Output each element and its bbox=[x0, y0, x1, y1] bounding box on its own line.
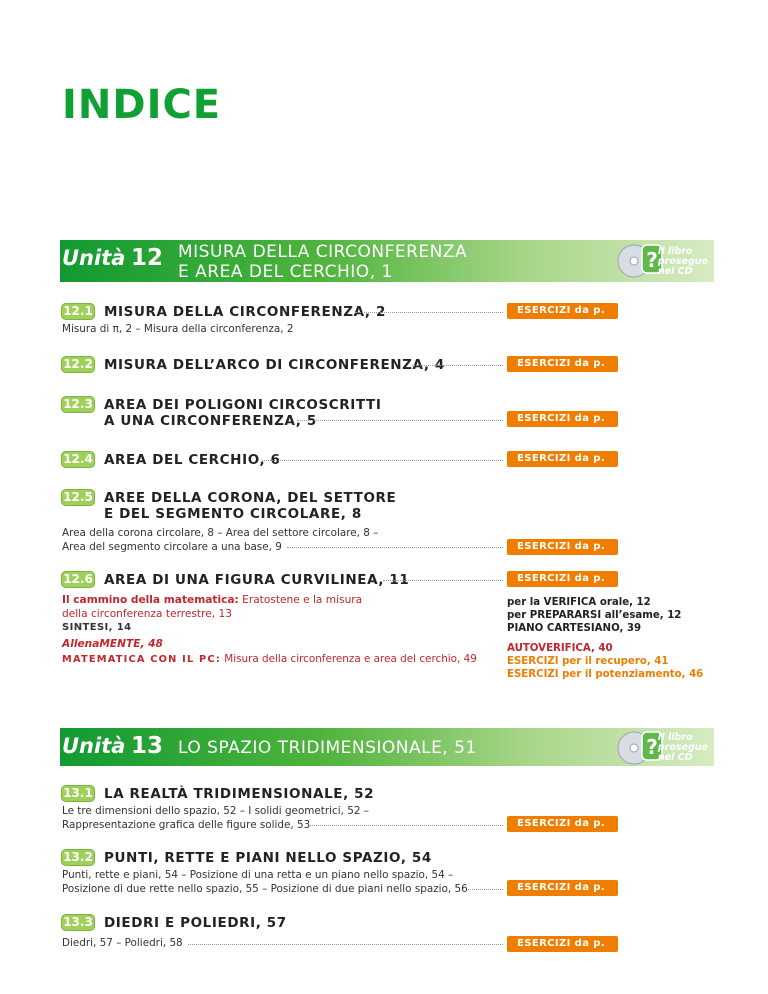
unit-12-label bbox=[62, 245, 163, 271]
cd-note bbox=[658, 733, 708, 763]
unit-12-header bbox=[60, 240, 714, 282]
unit-13-title: LO SPAZIO TRIDIMENSIONALE, 51 bbox=[178, 738, 477, 758]
dot-leader bbox=[188, 944, 503, 945]
preparati-entry: per PREPARARSI all’esame, 12 bbox=[507, 610, 682, 621]
cd-note-line1: Il libro bbox=[657, 246, 693, 257]
pc-label: MATEMATICA CON IL PC: bbox=[62, 654, 221, 665]
unit-13-header bbox=[60, 728, 714, 766]
section-title-line2: A UNA CIRCONFERENZA, 5 bbox=[104, 413, 317, 429]
subtopics-line1: Area della corona circolare, 8 – Area del settore circolare, 8 – bbox=[62, 527, 379, 539]
dot-leader bbox=[297, 420, 503, 421]
cammino-text1: Eratostene e la misura bbox=[242, 594, 363, 606]
unit-word: Unità bbox=[62, 246, 126, 270]
dot-leader bbox=[262, 460, 503, 461]
unit-title-line1: MISURA DELLA CIRCONFERENZA bbox=[178, 242, 468, 262]
section-subtopics: Misura di π, 2 – Misura della circonferenza, 2 bbox=[62, 323, 294, 335]
section-title: PUNTI, RETTE E PIANI NELLO SPAZIO, 54 bbox=[104, 850, 432, 866]
cammino-label: Il cammino della matematica: bbox=[62, 594, 239, 606]
section-subtopics: Diedri, 57 – Poliedri, 58 bbox=[62, 937, 183, 949]
dot-leader bbox=[412, 365, 503, 366]
section-title: AREA DEL CERCHIO, 6 bbox=[104, 452, 281, 468]
potenziamento-entry: ESERCIZI per il potenziamento, 46 bbox=[507, 669, 704, 680]
section-number: 12.2 bbox=[61, 356, 95, 373]
section-subtopics bbox=[62, 804, 369, 832]
cd-note-line3: nel CD bbox=[657, 266, 693, 277]
section-subtopics bbox=[62, 526, 378, 554]
section-number: 13.1 bbox=[61, 785, 95, 802]
unit-number: 12 bbox=[131, 245, 164, 271]
section-title-line2: E DEL SEGMENTO CIRCOLARE, 8 bbox=[104, 506, 362, 522]
unit-title-line2: E AREA DEL CERCHIO, 1 bbox=[178, 262, 393, 282]
section-title-line1: AREA DEI POLIGONI CIRCOSCRITTI bbox=[104, 397, 382, 413]
dot-leader bbox=[383, 580, 503, 581]
right-extras-2 bbox=[507, 642, 703, 681]
exercises-link[interactable]: ESERCIZI da p. 28 bbox=[507, 451, 618, 467]
svg-text:?: ? bbox=[646, 248, 658, 272]
section-number: 13.3 bbox=[61, 914, 95, 931]
right-extras-1 bbox=[507, 596, 681, 635]
piano-entry: PIANO CARTESIANO, 39 bbox=[507, 623, 642, 634]
unit-word: Unità bbox=[62, 734, 126, 758]
exercises-link[interactable]: ESERCIZI da p. 25 bbox=[507, 411, 618, 427]
dot-leader bbox=[287, 547, 503, 548]
subtopics-line2: Area del segmento circolare a una base, 9 bbox=[62, 541, 282, 553]
section-title bbox=[104, 397, 381, 429]
exercises-link[interactable]: ESERCIZI da p. 71 bbox=[507, 880, 618, 896]
section-subtopics bbox=[62, 868, 468, 896]
subtopics-line1: Punti, rette e piani, 54 – Posizione di una retta e un piano nello spazio, 54 – bbox=[62, 869, 454, 881]
dot-leader bbox=[310, 825, 503, 826]
section-title: MISURA DELL’ARCO DI CIRCONFERENZA, 4 bbox=[104, 357, 445, 373]
pc-entry bbox=[62, 652, 477, 667]
allenamente-entry: AllenaMENTE, 48 bbox=[62, 638, 163, 650]
dot-leader bbox=[355, 312, 503, 313]
cd-note-line3: nel CD bbox=[657, 752, 693, 763]
cd-note-line2: prosegue bbox=[657, 256, 708, 267]
section-number: 12.3 bbox=[61, 396, 95, 413]
exercises-link[interactable]: ESERCIZI da p. 75 bbox=[507, 936, 618, 952]
svg-text:?: ? bbox=[646, 735, 658, 759]
unit-13-label bbox=[62, 733, 163, 759]
subtopics-line2: Posizione di due rette nello spazio, 55 – Posizione di due piani nello spazio, 56 bbox=[62, 883, 468, 895]
section-title-line1: AREE DELLA CORONA, DEL SETTORE bbox=[104, 490, 397, 506]
verifica-entry: per la VERIFICA orale, 12 bbox=[507, 597, 651, 608]
exercises-link[interactable]: ESERCIZI da p. 34 bbox=[507, 539, 618, 555]
dot-leader bbox=[468, 889, 503, 890]
subtopics-line2: Rappresentazione grafica delle figure solide, 53 bbox=[62, 819, 311, 831]
recupero-entry: ESERCIZI per il recupero, 41 bbox=[507, 656, 669, 667]
cammino-entry bbox=[62, 593, 362, 621]
section-number: 12.6 bbox=[61, 571, 95, 588]
pc-text: Misura della circonferenza e area del cerchio, 49 bbox=[224, 653, 477, 665]
exercises-link[interactable]: ESERCIZI da p. 38 bbox=[507, 571, 618, 587]
section-number: 12.1 bbox=[61, 303, 95, 320]
unit-12-title bbox=[178, 242, 467, 282]
cammino-text2: della circonferenza terrestre, 13 bbox=[62, 608, 232, 620]
cd-note bbox=[658, 247, 708, 277]
cd-note-line1: Il libro bbox=[657, 732, 693, 743]
section-title: MISURA DELLA CIRCONFERENZA, 2 bbox=[104, 304, 386, 320]
autoverifica-entry: AUTOVERIFICA, 40 bbox=[507, 643, 613, 654]
sintesi-entry: SINTESI, 14 bbox=[62, 622, 132, 633]
section-number: 12.5 bbox=[61, 489, 95, 506]
cd-note-line2: prosegue bbox=[657, 742, 708, 753]
subtopics-line1: Le tre dimensioni dello spazio, 52 – I solidi geometrici, 52 – bbox=[62, 805, 369, 817]
exercises-link[interactable]: ESERCIZI da p. 21 bbox=[507, 356, 618, 372]
section-title bbox=[104, 490, 396, 522]
section-number: 13.2 bbox=[61, 849, 95, 866]
section-title: AREA DI UNA FIGURA CURVILINEA, 11 bbox=[104, 572, 410, 588]
section-title: DIEDRI E POLIEDRI, 57 bbox=[104, 915, 287, 931]
exercises-link[interactable]: ESERCIZI da p. 70 bbox=[507, 816, 618, 832]
section-title: LA REALTÀ TRIDIMENSIONALE, 52 bbox=[104, 786, 375, 802]
unit-number: 13 bbox=[131, 733, 164, 759]
section-number: 12.4 bbox=[61, 451, 95, 468]
page-title: INDICE bbox=[62, 82, 222, 128]
exercises-link[interactable]: ESERCIZI da p. 15 bbox=[507, 303, 618, 319]
